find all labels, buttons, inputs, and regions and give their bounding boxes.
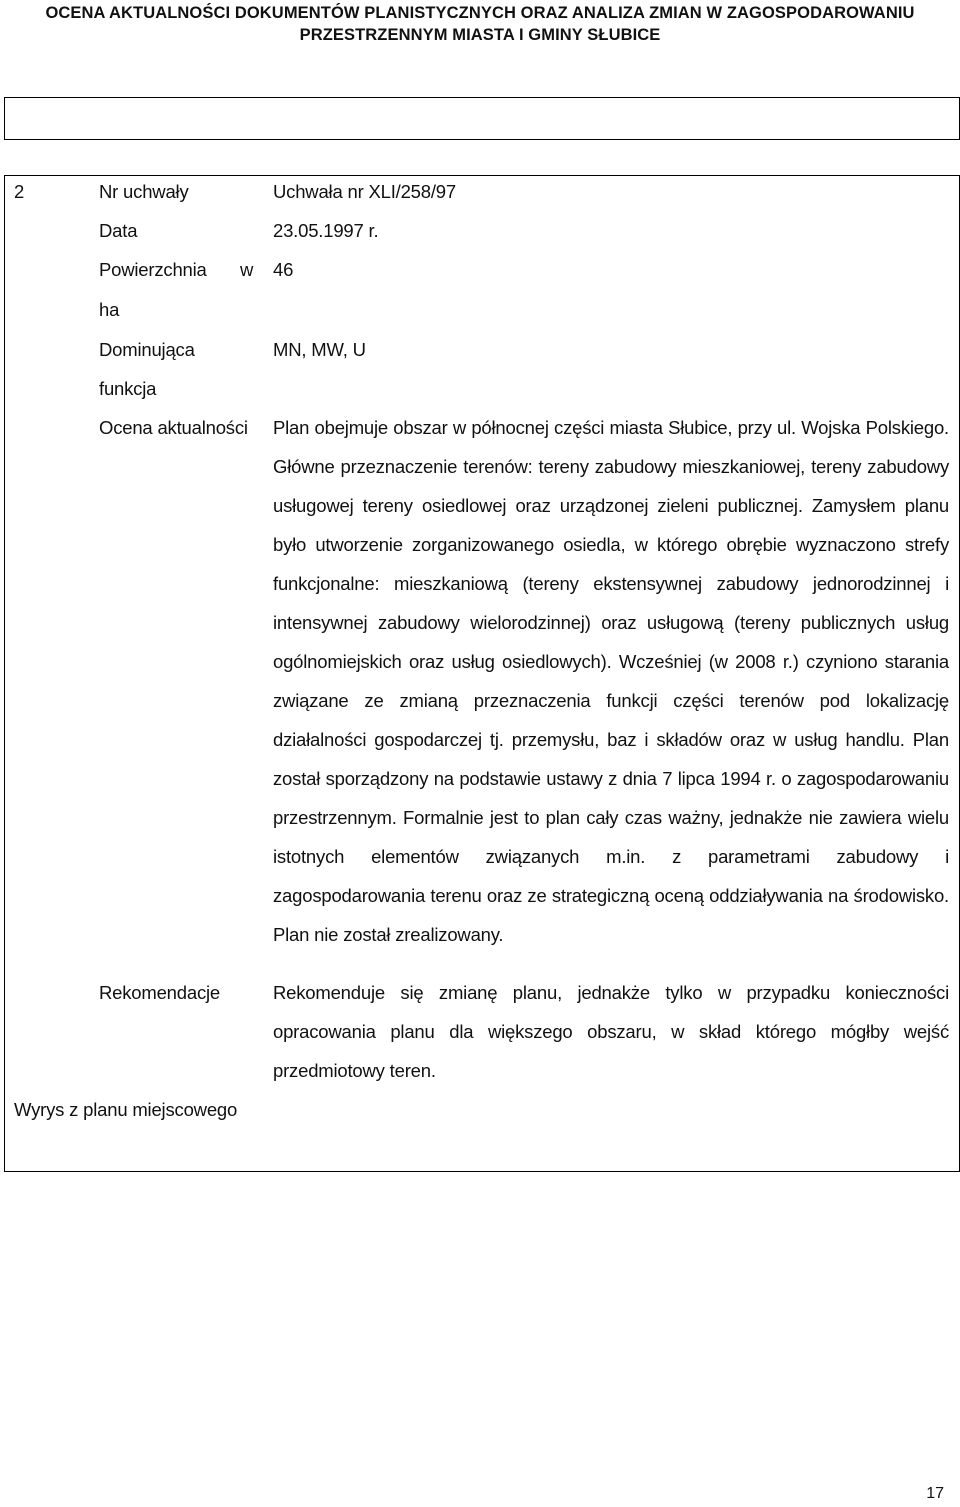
page-number: 17: [926, 1485, 944, 1502]
assessment-label: Ocena aktualności: [99, 417, 248, 438]
function-label-2: funkcja: [99, 378, 157, 399]
area-label-w: w: [240, 259, 254, 280]
empty-table-row: [4, 97, 960, 140]
recommendation-text: Rekomenduje się zmianę planu, jednakże tylko w przypadku konieczności opracowania planu dla większego obszaru, w skład którego mógłby wejść przedmiotowy teren.: [273, 982, 949, 1081]
area-label-unit: ha: [99, 299, 120, 320]
assessment-text: Plan obejmuje obszar w północnej części miasta Słubice, przy ul. Wojska Polskiego. Główne przeznaczenie terenów: tereny zabudowy mieszkaniowej, tereny zabudowy usługowej tereny osiedlowej oraz urządzonej zieleni publicznej. Zamysłem planu było utworzenie zorganizowanego osiedla, w którego obrębie wyznaczono strefy funkcjonalne: mieszkaniową (tereny ekstensywnej zabudowy jednorodzinnej i intensywnej zabudowy wielorodzinnej) oraz usługową (tereny publicznych usług ogólnomiejskich oraz usług osiedlowych). Wcześniej (w 2008 r.) czyniono starania związane ze zmianą przeznaczenia funkcji części terenów pod lokalizację działalności gospodarczej tj. przemysłu, baz i składów oraz w usług handlu. Plan został sporządzony na podstawie ustawy z dnia 7 lipca 1994 r. o zagospodarowaniu przestrzennym. Formalnie jest to plan cały czas ważny, jednakże nie zawiera wielu istotnych elementów związanych m.in. z parametrami zabudowy i zagospodarowania terenu oraz ze strategiczną oceną oddziaływania na środowisko. Plan nie został zrealizowany.: [273, 417, 949, 945]
resolution-value: Uchwała nr XLI/258/97: [273, 181, 456, 202]
function-value: MN, MW, U: [273, 339, 366, 360]
function-label: Dominująca: [99, 339, 195, 360]
map-excerpt-label: Wyrys z planu miejscowego: [14, 1099, 238, 1120]
area-label: Powierzchnia: [99, 259, 207, 280]
recommendation-label: Rekomendacje: [99, 982, 221, 1003]
header-line-1: OCENA AKTUALNOŚCI DOKUMENTÓW PLANISTYCZNYCH ORAZ ANALIZA ZMIAN W ZAGOSPODAROWANIU: [45, 4, 915, 22]
area-value: 46: [273, 259, 294, 280]
date-value: 23.05.1997 r.: [273, 220, 379, 241]
header-line-2: PRZESTRZENNYM MIASTA I GMINY SŁUBICE: [299, 26, 661, 44]
resolution-label: Nr uchwały: [99, 181, 189, 202]
record-number: 2: [14, 181, 25, 202]
document-header: [0, 2, 960, 46]
date-label: Data: [99, 220, 138, 241]
